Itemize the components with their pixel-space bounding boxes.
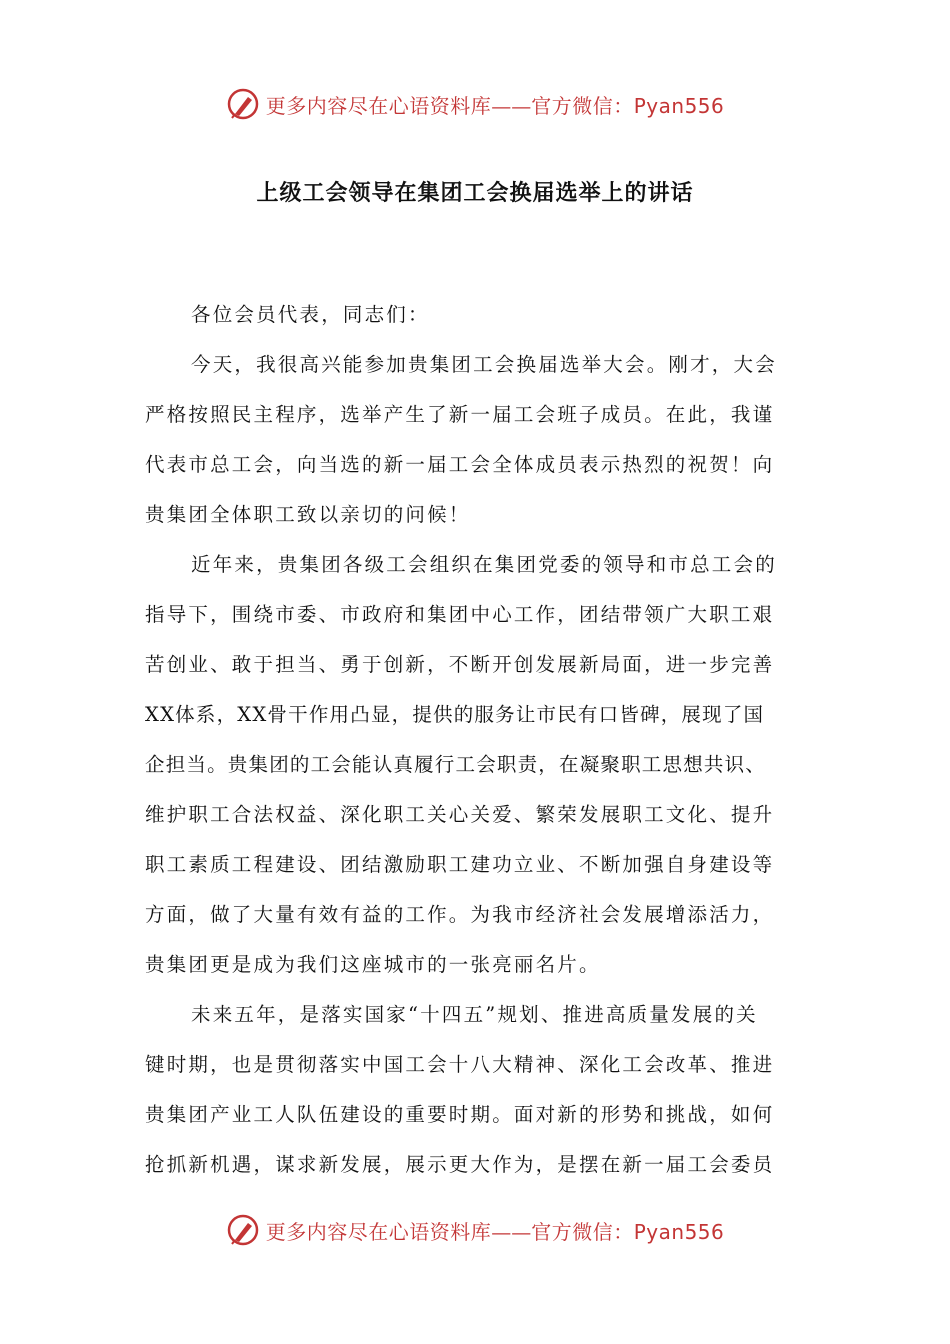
pen-nib-circle-icon — [226, 1213, 260, 1247]
paragraph-line: 指导下，围绕市委、市政府和集团中心工作，团结带领广大职工艰 — [145, 603, 775, 626]
paragraph-line: 企担当。贵集团的工会能认真履行工会职责，在凝聚职工思想共识、 — [145, 753, 767, 776]
banner-slogan: 更多内容尽在心语资料库 — [265, 1219, 492, 1244]
paragraph-line: 近年来，贵集团各级工会组织在集团党委的领导和市总工会的 — [191, 553, 777, 576]
banner-wechat-label: 官方微信： — [531, 93, 634, 118]
paragraph-line: 方面，做了大量有效有益的工作。为我市经济社会发展增添活力， — [145, 903, 775, 926]
banner-wechat-id: Pyan556 — [633, 1219, 725, 1244]
paragraph-line: 贵集团产业工人队伍建设的重要时期。面对新的形势和挑战，如何 — [145, 1103, 775, 1126]
paragraph-line: 维护职工合法权益、深化职工关心关爱、繁荣发展职工文化、提升 — [145, 803, 775, 826]
document-body — [145, 290, 825, 1190]
banner-wechat-label: 官方微信： — [531, 1219, 634, 1244]
banner-slogan: 更多内容尽在心语资料库 — [265, 93, 492, 118]
paragraph-line: 未来五年，是落实国家“十四五”规划、推进高质量发展的关 — [191, 1003, 758, 1026]
paragraph-line: 贵集团全体职工致以亲切的问候！ — [145, 503, 471, 526]
paragraph-line: 各位会员代表，同志们： — [191, 303, 430, 326]
banner-text — [266, 90, 725, 119]
paragraph-line: 苦创业、敢于担当、勇于创新，不断开创发展新局面，进一步完善 — [145, 653, 775, 676]
paragraph-line: XX体系，XX骨干作用凸显，提供的服务让市民有口皆碑，展现了国 — [145, 703, 765, 726]
pen-nib-circle-icon — [226, 87, 260, 121]
paragraph-line: 键时期，也是贯彻落实中国工会十八大精神、深化工会改革、推进 — [145, 1053, 775, 1076]
header-banner — [0, 82, 950, 126]
paragraph-line: 职工素质工程建设、团结激励职工建功立业、不断加强自身建设等 — [145, 853, 775, 876]
paragraph-line: 严格按照民主程序，选举产生了新一届工会班子成员。在此，我谨 — [145, 403, 775, 426]
banner-text — [266, 1216, 725, 1245]
paragraph-line: 抢抓新机遇，谋求新发展，展示更大作为，是摆在新一届工会委员 — [145, 1153, 775, 1176]
paragraph-line: 今天，我很高兴能参加贵集团工会换届选举大会。刚才，大会 — [191, 353, 777, 376]
paragraph-line: 贵集团更是成为我们这座城市的一张亮丽名片。 — [145, 953, 601, 976]
footer-banner — [0, 1208, 950, 1252]
banner-dash: —— — [491, 93, 532, 118]
banner-wechat-id: Pyan556 — [633, 93, 725, 118]
document-title: 上级工会领导在集团工会换届选举上的讲话 — [256, 181, 694, 206]
banner-dash: —— — [491, 1219, 532, 1244]
paragraph-line: 代表市总工会，向当选的新一届工会全体成员表示热烈的祝贺！向 — [145, 453, 775, 476]
